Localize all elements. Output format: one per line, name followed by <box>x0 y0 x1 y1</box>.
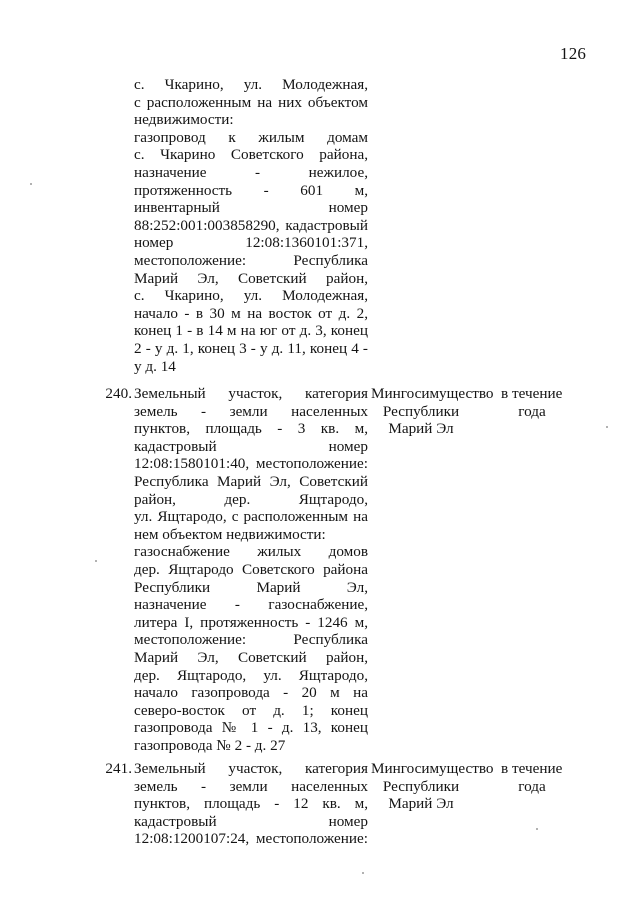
term-line: года <box>518 402 546 420</box>
description-line: номер 12:08:1360101:371, <box>134 234 368 252</box>
description-line: газопровода № 1 - д. 13, конец <box>134 719 368 737</box>
description-line: земель - земли населенных <box>134 402 368 420</box>
description-line: с. Чкарино, ул. Молодежная, <box>134 76 368 93</box>
description-line: Марий Эл, Советский район, <box>134 269 368 287</box>
description-line: у д. 14 <box>134 357 176 375</box>
row-description <box>134 385 368 754</box>
description-line: пунктов, площадь - 3 кв. м, <box>134 420 368 438</box>
description-line: Республика Марий Эл, Советский <box>134 472 368 490</box>
page-number: 126 <box>560 44 587 63</box>
description-line: начало - в 30 м на восток от д. 2, <box>134 304 368 322</box>
department-line: Мингосимущество <box>371 760 494 777</box>
description-line: инвентарный номер <box>134 199 368 217</box>
department-line: Республики <box>382 402 460 420</box>
department-line: Мингосимущество <box>371 385 494 402</box>
scan-speck <box>30 183 32 185</box>
term-line: в течение <box>501 760 563 777</box>
description-line: с. Чкарино Советского района, <box>134 146 368 164</box>
description-line: 2 - у д. 1, конец 3 - у д. 11, конец 4 - <box>134 339 368 357</box>
description-line: нем объектом недвижимости: <box>134 525 326 543</box>
description-line: газопровод к жилым домам <box>134 128 368 146</box>
description-line: ул. Ящтародо, с расположенным на <box>134 508 368 526</box>
description-line: 12:08:1580101:40, местоположение: <box>134 455 368 473</box>
description-line: 12:08:1200107:24, местоположение: <box>134 830 368 848</box>
description-line: пунктов, площадь - 12 кв. м, <box>134 795 368 813</box>
description-line: литера I, протяженность - 1246 м, <box>134 613 368 631</box>
row-department <box>371 385 503 438</box>
description-line: северо-восток от д. 1; конец <box>134 701 368 719</box>
row-number: 241. <box>105 760 132 777</box>
description-line: с расположенным на них объектом <box>134 93 368 111</box>
scan-speck <box>95 560 97 562</box>
scan-speck <box>606 426 608 428</box>
description-line: Земельный участок, категория <box>134 385 368 402</box>
description-line: назначение - нежилое, <box>134 163 368 181</box>
description-line: протяженность - 601 м, <box>134 181 368 199</box>
description-line: дер. Ящтародо, ул. Ящтародо, <box>134 666 368 684</box>
department-line: Республики <box>382 777 460 795</box>
continued-description <box>134 76 368 375</box>
row-term <box>501 760 567 795</box>
row-number: 240. <box>105 385 132 402</box>
description-line: начало газопровода - 20 м на <box>134 684 368 702</box>
description-line: район, дер. Ящтародо, <box>134 490 368 508</box>
term-line: года <box>518 777 546 795</box>
description-line: недвижимости: <box>134 111 234 129</box>
description-line: кадастровый номер <box>134 437 368 455</box>
row-description <box>134 760 368 848</box>
description-line: дер. Ящтародо Советского района <box>134 560 368 578</box>
description-line: Республики Марий Эл, <box>134 578 368 596</box>
description-line: газопровода № 2 - д. 27 <box>134 736 286 754</box>
description-line: земель - земли населенных <box>134 777 368 795</box>
department-line: Марий Эл <box>388 795 454 813</box>
description-line: с. Чкарино, ул. Молодежная, <box>134 287 368 305</box>
term-line: в течение <box>501 385 563 402</box>
description-line: местоположение: Республика <box>134 631 368 649</box>
department-line: Марий Эл <box>388 420 454 438</box>
description-line: Марий Эл, Советский район, <box>134 648 368 666</box>
description-line: Земельный участок, категория <box>134 760 368 777</box>
description-line: газоснабжение жилых домов <box>134 543 368 561</box>
row-department <box>371 760 503 813</box>
description-line: кадастровый номер <box>134 812 368 830</box>
description-line: 88:252:001:003858290, кадастровый <box>134 216 368 234</box>
description-line: местоположение: Республика <box>134 251 368 269</box>
row-term <box>501 385 567 420</box>
description-line: назначение - газоснабжение, <box>134 596 368 614</box>
description-line: конец 1 - в 14 м на юг от д. 3, конец <box>134 322 368 340</box>
scan-speck <box>362 872 364 874</box>
scan-speck <box>536 828 538 830</box>
